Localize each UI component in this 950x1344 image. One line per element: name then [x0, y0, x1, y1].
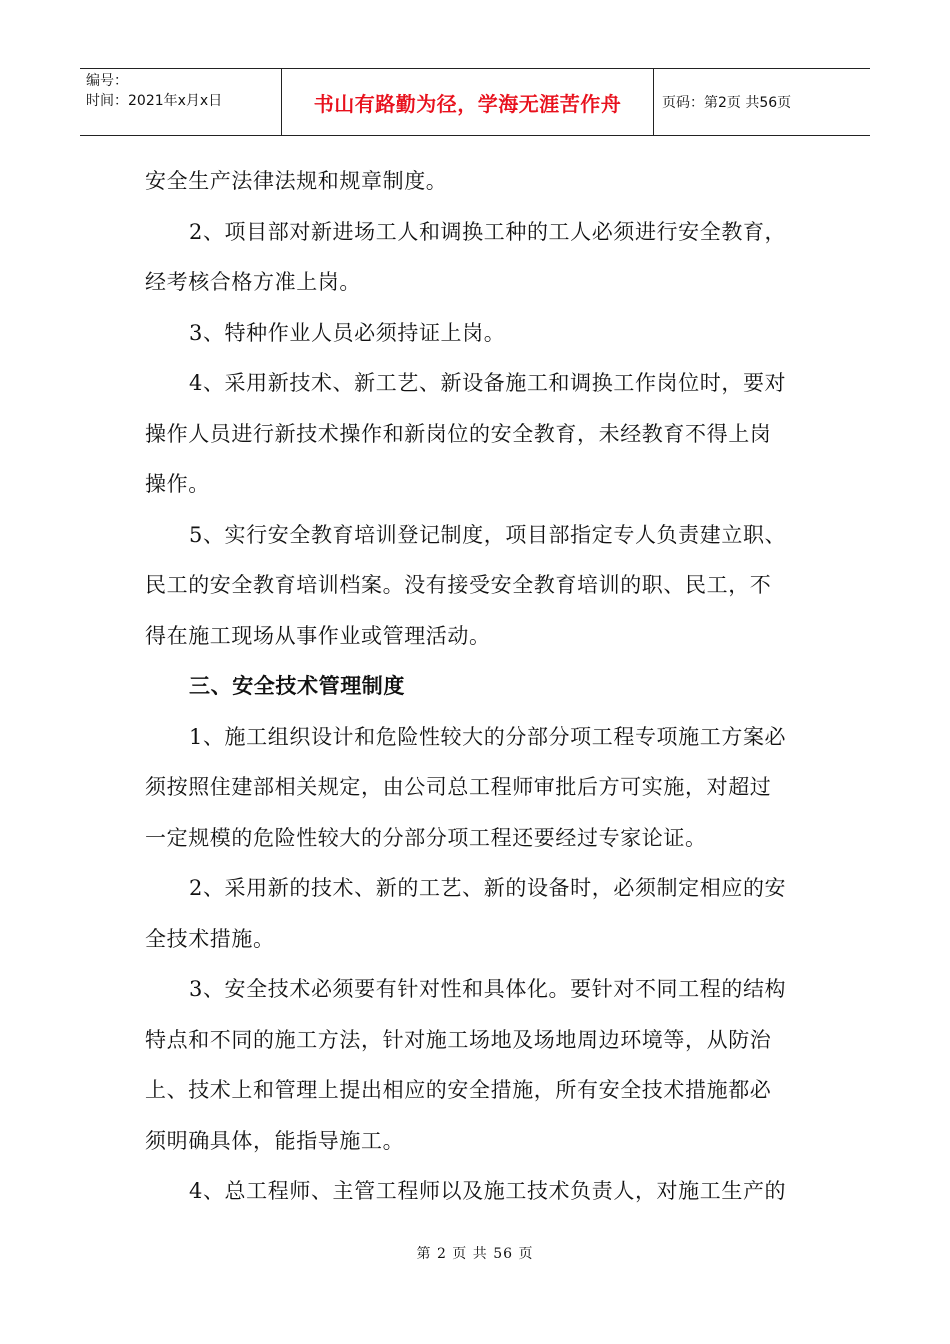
document-date: 时间：2021年x月x日: [86, 93, 223, 109]
document-number-label: 编号：: [86, 73, 128, 89]
header-meta: [80, 69, 282, 135]
paragraph-line: 3、特种作业人员必须持证上岗。: [189, 320, 506, 345]
paragraph-line: 2、项目部对新进场工人和调换工种的工人必须进行安全教育，: [189, 219, 787, 244]
paragraph-line: 一定规模的危险性较大的分部分项工程还要经过专家论证。: [145, 825, 707, 850]
section-heading: 三、安全技术管理制度: [189, 674, 405, 698]
paragraph-line: 须按照住建部相关规定，由公司总工程师审批后方可实施，对超过: [145, 775, 772, 799]
header-page-info: 页码：第2页 共56页: [662, 95, 792, 111]
paragraph-line: 1、施工组织设计和危险性较大的分部分项工程专项施工方案必: [189, 724, 787, 749]
paragraph-line: 经考核合格方准上岗。: [145, 270, 361, 294]
paragraph-line: 2、采用新的技术、新的工艺、新的设备时，必须制定相应的安: [189, 876, 787, 900]
paragraph-line: 须明确具体，能指导施工。: [145, 1128, 405, 1153]
document-body: [145, 156, 815, 1217]
header-motto: 书山有路勤为径，学海无涯苦作舟: [282, 69, 654, 135]
paragraph-line: 全技术措施。: [145, 926, 275, 951]
paragraph-line: 操作。: [145, 472, 210, 496]
paragraph-line: 民工的安全教育培训档案。没有接受安全教育培训的职、民工，不: [145, 573, 772, 597]
paragraph-line: 5、实行安全教育培训登记制度，项目部指定专人负责建立职、: [189, 522, 787, 547]
paragraph-line: 上、技术上和管理上提出相应的安全措施，所有安全技术措施都必: [145, 1078, 772, 1102]
paragraph-line: 特点和不同的施工方法，针对施工场地及场地周边环境等，从防治: [145, 1027, 772, 1052]
paragraph-line: 操作人员进行新技术操作和新岗位的安全教育，未经教育不得上岗: [145, 421, 772, 446]
paragraph-line: 安全生产法律法规和规章制度。: [145, 169, 448, 193]
paragraph-line: 3、安全技术必须要有针对性和具体化。要针对不同工程的结构: [189, 977, 787, 1001]
page-footer: 第 2 页 共 56 页: [416, 1246, 534, 1262]
paragraph-line: 4、采用新技术、新工艺、新设备施工和调换工作岗位时，要对: [189, 371, 787, 395]
page-header: [80, 68, 870, 136]
paragraph-line: 4、总工程师、主管工程师以及施工技术负责人，对施工生产的: [189, 1179, 787, 1203]
paragraph-line: 得在施工现场从事作业或管理活动。: [145, 623, 491, 648]
